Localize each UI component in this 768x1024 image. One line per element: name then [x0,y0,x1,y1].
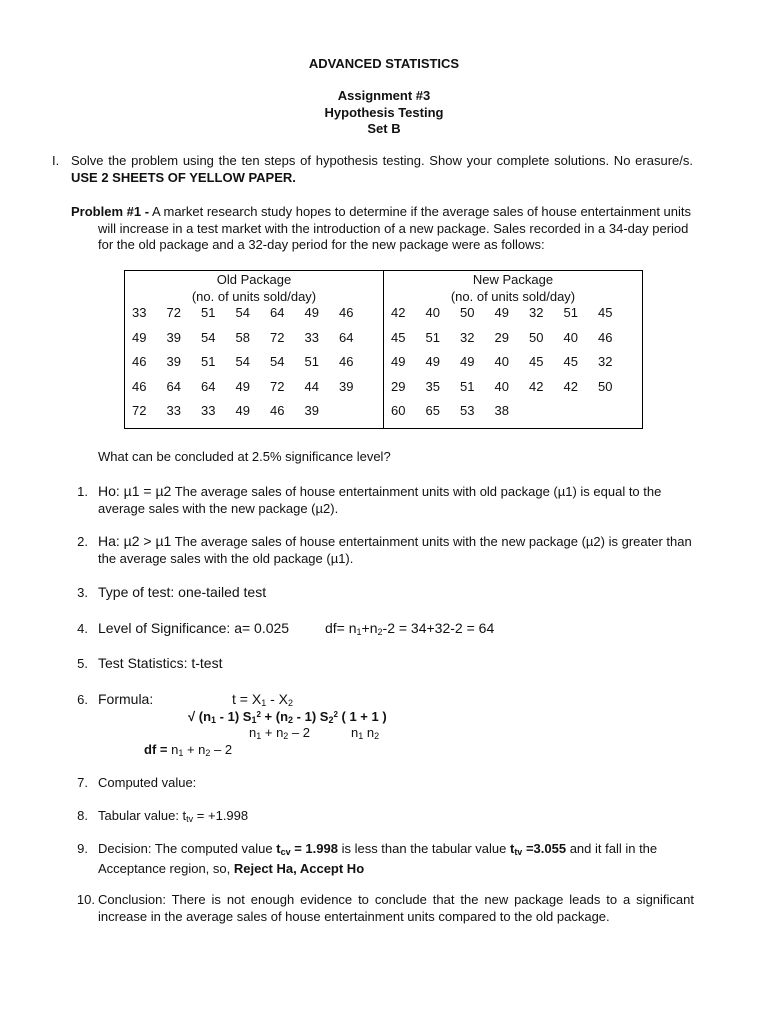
old-cell: 64 [201,378,216,394]
formula-df: df = $n_1 + n_2 - 2$ [144,742,233,758]
new-cell: 51 [563,305,578,320]
new-cell: 32 [529,305,544,320]
old-cell: 58 [235,329,250,345]
assignment-set: Set B [367,121,401,136]
new-cell: 29 [494,329,509,345]
document-title: ADVANCED STATISTICS [308,56,460,71]
new-cell: 29 [391,378,406,394]
formula-product-term: $n_1$ $n_2$ [351,725,380,741]
step-3-text: Type of test: one-tailed test [98,584,267,600]
old-cell: 51 [201,305,216,320]
old-cell: 54 [201,329,216,345]
old-cell: 54 [270,354,285,369]
instruction-text: Solve the problem using the ten steps of hypothesis testing. Show your complete solutions. No erasure/s. [71,153,693,168]
step-2-heading: Ha: µ2 > µ1 [98,533,172,549]
step-9-text: Decision: The computed value $t_{cv} = 1.998$ is less than the tabular value $t_{tv} =3.055$ and it fall in the Acceptance region, so, Reject Ha, Accept Ho [98,841,658,876]
new-cell: 49 [494,305,509,320]
assignment-number: Assignment #3 [337,88,431,103]
new-cell [598,403,633,428]
old-cell: 49 [132,329,147,345]
new-cell: 53 [460,403,475,418]
new-cell: 32 [460,329,475,345]
step-5-number: 5. [77,656,88,671]
step-9-number: 9. [77,841,88,856]
step-4-df: $df= n_1+n_2-2 = 34+32-2 = 64$ [325,620,495,637]
new-cell [529,403,564,428]
old-cell: 46 [270,403,285,418]
old-cell: 49 [235,403,250,418]
new-cell: 45 [529,354,544,369]
old-cell: 46 [339,354,354,369]
instruction-emphasis: USE 2 SHEETS OF YELLOW PAPER. [71,169,296,185]
new-cell: 49 [391,354,406,369]
new-cell: 40 [494,378,509,394]
new-cell: 42 [529,378,544,394]
instruction-numeral: I. [52,153,60,168]
old-cell: 33 [201,403,216,418]
new-cell: 60 [391,403,406,418]
new-package-values [384,305,642,428]
problem-statement [71,204,703,254]
step-3-number: 3. [77,585,88,600]
step-10-text: Conclusion: There is not enough evidence to conclude that the new package leads to a significant increase in the average sales of house entertainment units compared to the old package. [98,892,694,924]
old-cell: 64 [270,305,285,320]
step-1-number: 1. [77,484,88,499]
new-cell: 35 [425,378,440,394]
old-cell: 33 [132,305,147,320]
old-cell: 46 [339,305,354,320]
old-cell: 72 [166,305,181,320]
step-10-number: 10. [76,892,95,907]
step-6-number: 6. [77,692,88,707]
new-cell: 45 [391,329,406,345]
new-cell: 50 [598,378,613,394]
old-cell: 72 [132,403,147,418]
new-cell: 42 [563,378,578,394]
old-cell: 49 [235,378,250,394]
new-cell: 40 [494,354,509,369]
new-cell: 32 [598,354,613,369]
step-7-number: 7. [77,775,88,790]
new-cell: 50 [529,329,544,345]
formula-denominator: √ $(n_1 - 1) S_1^2 + (n_2 - 1)$ $S_2^2$ ( 1 + 1 ) [188,709,387,725]
old-cell: 46 [132,354,147,369]
new-cell: 50 [460,305,475,320]
old-cell: 54 [235,305,250,320]
new-cell: 45 [563,354,578,369]
new-cell: 42 [391,305,406,320]
step-8-text: Tabular value: $t_{tv} = +1.998$ [98,808,249,824]
assignment-topic: Hypothesis Testing [324,105,444,120]
problem-label: Problem #1 - [71,204,150,219]
old-cell: 39 [166,329,181,345]
problem-text: A market research study hopes to determine if the average sales of house entertainment units will increase in a test market with the introduction of a new package. Sales recorded in a 34-day period for the old package and a 32-day period for the new package were as follows: [98,204,692,252]
new-cell: 51 [460,378,475,394]
new-cell: 45 [598,305,613,320]
new-cell: 40 [425,305,440,320]
new-cell: 46 [598,329,613,345]
new-package-subtitle: (no. of units sold/day) [450,289,576,304]
new-cell: 38 [494,403,509,418]
step-7-text: Computed value: [98,775,197,790]
step-8-number: 8. [77,808,88,823]
old-cell: 51 [201,354,216,369]
old-cell: 72 [270,378,285,394]
old-cell: 39 [304,403,319,418]
formula-label: Formula: [98,691,154,707]
old-cell: 54 [235,354,250,369]
old-cell: 64 [339,329,354,345]
step-2-text: The average sales of house entertainment units with the new package (µ2) is greater than the average sales with the old package (µ1). [98,534,692,566]
step-2 [98,533,703,567]
step-1 [98,483,703,517]
new-cell: 40 [563,329,578,345]
old-cell: 33 [304,329,319,345]
new-cell [564,403,599,428]
old-cell: 33 [166,403,181,418]
old-cell: 51 [304,354,319,369]
old-cell: 64 [166,378,181,394]
old-cell: 44 [304,378,319,394]
problem-question: What can be concluded at 2.5% significance level? [98,449,391,464]
step-5-text: Test Statistics: t-test [98,655,223,671]
step-1-text: The average sales of house entertainment units with old package (µ1) is equal to the average sales with the new package (µ2). [98,484,662,516]
formula-pooled-term: $n_1 + n_2 - 2$ [249,725,310,741]
old-package-values [125,305,383,428]
step-2-number: 2. [77,534,88,549]
old-cell: 46 [132,378,147,394]
step-4-text: Level of Significance: a= 0.025 [98,620,290,636]
old-package-column [125,271,384,429]
old-package-subtitle: (no. of units sold/day) [191,289,317,304]
instruction [71,153,693,186]
sales-table [124,270,643,429]
old-package-title: Old Package [216,272,292,287]
old-cell: 72 [270,329,285,345]
step-4-number: 4. [77,621,88,636]
new-package-column [384,271,643,429]
new-cell: 51 [425,329,440,345]
new-cell: 65 [425,403,440,418]
old-cell: 39 [339,378,354,394]
new-cell: 49 [425,354,440,369]
new-cell: 49 [460,354,475,369]
step-1-heading: Ho: µ1 = µ2 [98,483,172,499]
formula-numerator: $t = X_1 - X_2$ [232,691,293,708]
new-package-title: New Package [472,272,554,287]
old-cell: 49 [304,305,319,320]
old-cell [339,403,374,428]
old-cell: 39 [166,354,181,369]
